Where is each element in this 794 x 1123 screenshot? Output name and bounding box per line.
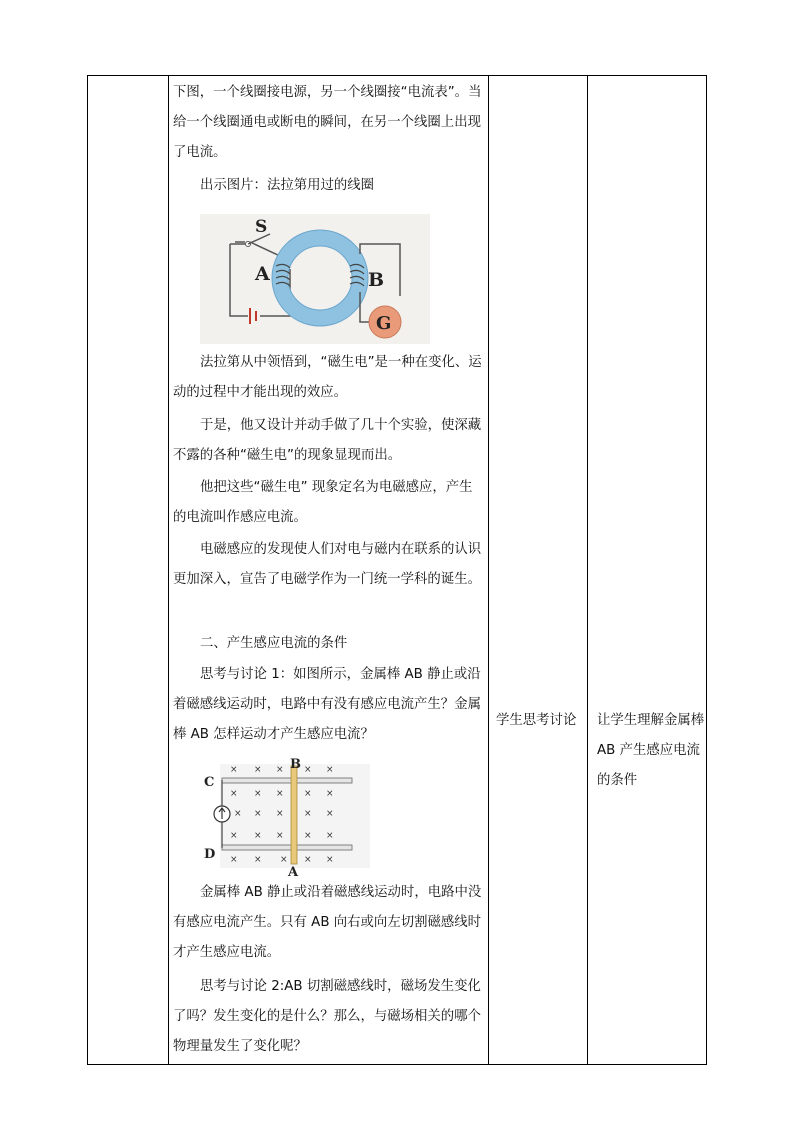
metal-rod-figure: [200, 758, 370, 876]
paragraph-discussion-1: 思考与讨论 1：如图所示，金属棒 AB 静止或沿着磁感线运动时，电路中有没有感应电流产生？金属棒 AB 怎样运动才产生感应电流？: [173, 667, 481, 742]
svg-text:×: ×: [276, 765, 284, 775]
svg-text:×: ×: [304, 855, 312, 865]
label-c: C: [204, 775, 215, 790]
label-b: B: [368, 269, 385, 291]
svg-text:×: ×: [254, 789, 262, 799]
column-divider-2: [488, 76, 489, 1064]
svg-text:×: ×: [326, 789, 334, 799]
rod-label-b: B: [290, 758, 301, 772]
svg-text:×: ×: [230, 789, 238, 799]
svg-text:×: ×: [230, 831, 238, 841]
svg-text:×: ×: [326, 855, 334, 865]
label-a: A: [255, 263, 270, 285]
galvanometer-label: G: [376, 313, 392, 334]
svg-text:×: ×: [254, 831, 262, 841]
paragraph-definition: 他把这些“磁生电” 现象定名为电磁感应，产生的电流叫作感应电流。: [173, 480, 473, 525]
label-s: S: [255, 217, 268, 237]
svg-text:×: ×: [304, 831, 312, 841]
paragraph-experiments: 于是，他又设计并动手做了几十个实验，使深藏不露的各种“磁生电”的现象显现而出。: [173, 418, 482, 463]
design-intent-cell: [591, 706, 706, 796]
svg-text:×: ×: [276, 789, 284, 799]
svg-text:×: ×: [254, 809, 262, 819]
svg-text:×: ×: [230, 855, 238, 865]
svg-text:×: ×: [304, 765, 312, 775]
design-intent-text: 让学生理解金属棒 AB 产生感应电流的条件: [597, 713, 705, 788]
label-d: D: [204, 847, 216, 862]
student-activity-cell: [490, 706, 587, 736]
svg-text:×: ×: [280, 855, 288, 865]
paragraph-answer-1: 金属棒 AB 静止或沿着磁感线运动时，电路中没有感应电流产生。只有 AB 向右或向左切割磁感线时才产生感应电流。: [173, 885, 482, 960]
svg-text:×: ×: [326, 809, 334, 819]
svg-text:×: ×: [304, 809, 312, 819]
column-divider-3: [587, 76, 588, 1064]
svg-text:×: ×: [326, 765, 334, 775]
paragraph-show-picture: 出示图片：法拉第用过的线圈: [200, 178, 375, 193]
svg-text:×: ×: [276, 831, 284, 841]
svg-text:×: ×: [230, 765, 238, 775]
section-heading: 二、产生感应电流的条件: [200, 636, 348, 651]
paragraph-significance: 电磁感应的发现使人们对电与磁内在联系的认识更加深入，宣告了电磁学作为一门统一学科的诞生。: [173, 542, 482, 587]
student-activity-text: 学生思考讨论: [496, 713, 577, 728]
svg-text:×: ×: [304, 789, 312, 799]
column-divider-1: [168, 76, 169, 1064]
svg-text:×: ×: [326, 831, 334, 841]
lesson-table: [87, 75, 707, 1065]
svg-text:×: ×: [234, 809, 242, 819]
faraday-coil-figure: [200, 214, 430, 344]
svg-text:×: ×: [276, 809, 284, 819]
paragraph-faraday-insight: 法拉第从中领悟到，“磁生电”是一种在变化、运动的过程中才能出现的效应。: [173, 355, 482, 400]
svg-text:×: ×: [254, 855, 262, 865]
svg-text:×: ×: [254, 765, 262, 775]
rod-label-a: A: [288, 865, 299, 876]
paragraph-discussion-2: 思考与讨论 2:AB 切割磁感线时，磁场发生变化了吗？发生变化的是什么？那么，与磁场相关的哪个物理量发生了变化呢？: [173, 979, 481, 1054]
paragraph-intro: 下图，一个线圈接电源，另一个线圈接“电流表”。当给一个线圈通电或断电的瞬间，在另一个线圈上出现了电流。: [173, 85, 482, 160]
